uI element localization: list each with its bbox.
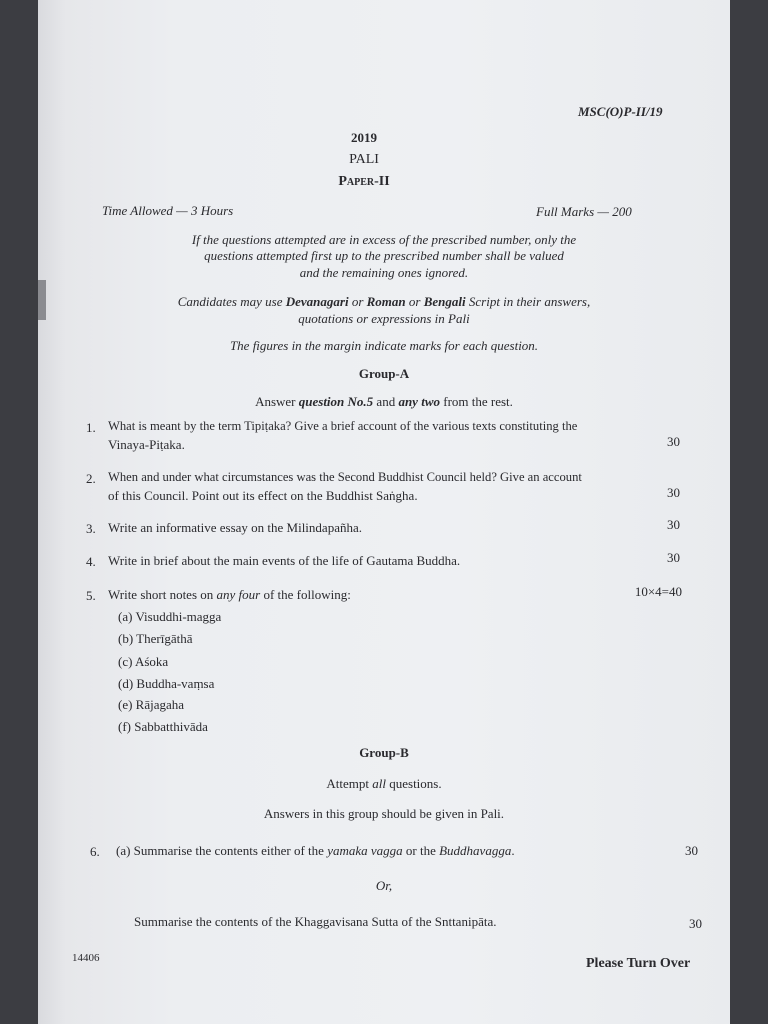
question-2-marks: 30 xyxy=(667,485,680,500)
question-4-marks: 30 xyxy=(667,550,680,565)
question-5-item-f: (f) Sabbatthivāda xyxy=(118,719,208,734)
margin-note: The figures in the margin indicate marks for each question. xyxy=(229,338,539,353)
question-5-item-d: (d) Buddha-vaṃsa xyxy=(118,676,215,691)
question-2-number: 2. xyxy=(86,471,96,486)
group-b-title: Group-B xyxy=(359,745,409,760)
question-6b-marks: 30 xyxy=(689,916,702,931)
question-1-number: 1. xyxy=(86,420,96,435)
question-5-item-c: (c) Aśoka xyxy=(118,654,169,669)
question-5-marks: 10×4=40 xyxy=(634,584,682,599)
excess-rule-line3: and the remaining ones ignored. xyxy=(299,265,469,280)
or-separator: Or, xyxy=(375,878,393,893)
question-1-text-line2: Vinaya-Piṭaka. xyxy=(108,437,185,452)
question-6a-marks: 30 xyxy=(685,843,698,858)
question-4-text: Write in brief about the main events of the life of Gautama Buddha. xyxy=(108,553,461,568)
question-2-text-line2: of this Council. Point out its effect on the Buddhist Saṅgha. xyxy=(108,488,418,503)
question-5-item-b: (b) Therīgāthā xyxy=(118,631,193,646)
group-b-language-note: Answers in this group should be given in Pali. xyxy=(263,806,505,821)
question-3-marks: 30 xyxy=(667,517,680,532)
exam-subject: PALI xyxy=(349,152,379,167)
group-a-title: Group-A xyxy=(358,366,410,381)
question-5-text: Write short notes on any four of the following: xyxy=(108,587,351,602)
please-turn-over: Please Turn Over xyxy=(586,956,691,971)
group-a-instruction: Answer question No.5 and any two from the rest. xyxy=(255,394,513,409)
script-instruction-line2: quotations or expressions in Pali xyxy=(298,311,470,326)
question-1-marks: 30 xyxy=(667,434,680,449)
question-6-number: 6. xyxy=(90,844,100,859)
script-instruction: Candidates may use Devanagari or Roman or Bengali Script in their answers, xyxy=(177,294,591,309)
exam-year: 2019 xyxy=(351,130,377,145)
question-5-number: 5. xyxy=(86,588,96,603)
question-3-text: Write an informative essay on the Milindapañha. xyxy=(108,520,362,535)
question-5-item-a: (a) Visuddhi-magga xyxy=(118,609,222,624)
question-1-text-line1: What is meant by the term Tipiṭaka? Give a brief account of the various texts constituting the xyxy=(108,419,578,433)
question-5-item-e: (e) Rājagaha xyxy=(118,697,185,712)
exam-paper-sheet xyxy=(38,0,730,1024)
excess-rule-line2: questions attempted first up to the prescribed number shall be valued xyxy=(204,248,564,263)
paper-code: MSC(O)P-II/19 xyxy=(578,104,663,119)
question-6b-text: Summarise the contents of the Khaggavisana Sutta of the Snttanipāta. xyxy=(134,914,497,929)
time-allowed: Time Allowed — 3 Hours xyxy=(102,203,234,218)
question-4-number: 4. xyxy=(86,554,96,569)
question-6a-text: (a) Summarise the contents either of the yamaka vagga or the Buddhavagga. xyxy=(116,843,515,858)
footer-code: 14406 xyxy=(72,952,100,964)
group-b-instruction: Attempt all questions. xyxy=(326,776,442,791)
question-2-text-line1: When and under what circumstances was the Second Buddhist Council held? Give an account xyxy=(108,470,582,484)
exam-paper-number: Paper-II xyxy=(338,174,390,189)
question-3-number: 3. xyxy=(86,521,96,536)
excess-rule-line1: If the questions attempted are in excess of the prescribed number, only the xyxy=(191,232,577,247)
full-marks: Full Marks — 200 xyxy=(536,204,632,219)
